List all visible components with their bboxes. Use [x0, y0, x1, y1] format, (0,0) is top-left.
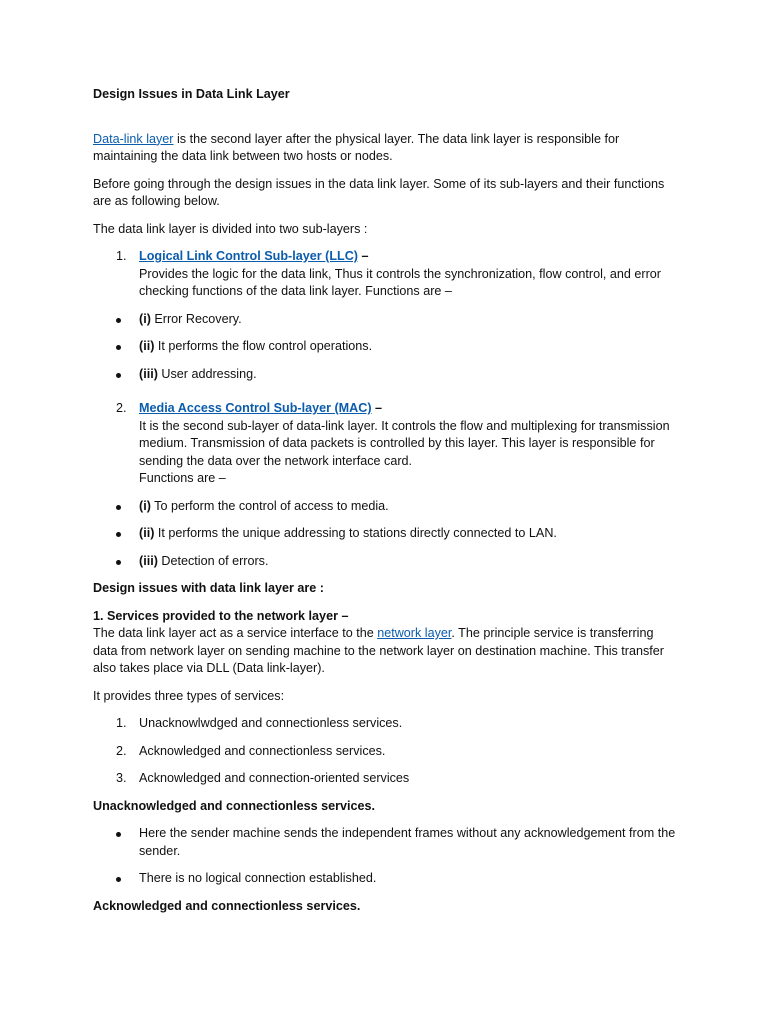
heading-dash: – — [358, 249, 369, 263]
services-paragraph — [93, 625, 678, 678]
bullet-icon — [116, 505, 121, 510]
bullet-text: There is no logical connection established. — [139, 871, 377, 885]
list-item — [93, 366, 678, 384]
bullet-icon — [116, 318, 121, 323]
intro-paragraph — [93, 131, 678, 166]
unack-bullets — [93, 825, 678, 888]
function-text: To perform the control of access to media. — [150, 498, 389, 513]
list-item — [93, 825, 678, 860]
sublayer-mac-functions-intro: Functions are – — [139, 471, 226, 485]
function-label: (i) — [139, 311, 151, 326]
function-label: (iii) — [139, 553, 158, 568]
list-item — [93, 498, 678, 516]
bullet-icon — [116, 345, 121, 350]
list-item — [93, 553, 678, 571]
mac-link[interactable]: Media Access Control Sub-layer (MAC) — [139, 401, 372, 415]
list-number: 2. — [116, 743, 127, 758]
services-text-before: The data link layer act as a service interface to the — [93, 626, 378, 640]
design-issues-heading: Design issues with data link layer are : — [93, 581, 324, 595]
sublayer-llc — [93, 248, 678, 301]
list-number: 2. — [116, 401, 127, 415]
page-title: Design Issues in Data Link Layer — [93, 87, 290, 101]
ack-heading: Acknowledged and connectionless services. — [93, 898, 361, 913]
unack-heading: Unacknowledged and connectionless services. — [93, 798, 376, 813]
services-heading: 1. Services provided to the network layer – — [93, 608, 349, 623]
sublayers-divided-text: The data link layer is divided into two sub-layers : — [93, 221, 368, 236]
function-text: It performs the unique addressing to stations directly connected to LAN. — [154, 526, 557, 540]
bullet-icon — [116, 560, 121, 565]
list-number: 1. — [116, 716, 127, 730]
function-text: It performs the flow control operations. — [154, 339, 373, 353]
function-text: Error Recovery. — [150, 311, 242, 326]
list-item — [93, 870, 678, 888]
bullet-icon — [116, 532, 121, 537]
sublayer-mac — [93, 400, 678, 488]
function-label: (iii) — [139, 366, 158, 381]
sublayer-mac-heading — [139, 400, 678, 418]
sublayer-llc-description: Provides the logic for the data link, Thus it controls the synchronization, flow control, and error checking functions of the data link layer. Functions are – — [139, 266, 661, 298]
service-type-text: Acknowledged and connectionless services. — [139, 743, 386, 758]
function-text: Detection of errors. — [157, 553, 269, 568]
data-link-layer-link[interactable]: Data-link layer — [93, 131, 174, 146]
service-type-text: Acknowledged and connection-oriented services — [139, 771, 410, 785]
list-item — [93, 743, 678, 761]
function-label: (i) — [139, 498, 151, 513]
bullet-text: Here the sender machine sends the independent frames without any acknowledgement from the sender. — [139, 826, 676, 858]
service-type-text: Unacknowlwdged and connectionless services. — [139, 716, 403, 730]
sublayers-intro-paragraph: Before going through the design issues in the data link layer. Some of its sub-layers and their functions are as following below. — [93, 176, 665, 208]
service-types-intro: It provides three types of services: — [93, 688, 285, 703]
llc-link[interactable]: Logical Link Control Sub-layer (LLC) — [139, 249, 358, 263]
list-number: 1. — [116, 249, 127, 263]
list-item — [93, 311, 678, 329]
function-text: User addressing. — [157, 366, 257, 381]
service-types-list — [93, 715, 678, 788]
list-item — [93, 715, 678, 733]
bullet-icon — [116, 877, 121, 882]
function-label: (ii) — [139, 339, 155, 353]
bullet-icon — [116, 832, 121, 837]
network-layer-link[interactable]: network layer — [377, 626, 452, 640]
list-item — [93, 770, 678, 788]
mac-functions-list — [93, 498, 678, 571]
intro-text: is the second layer after the physical layer. The data link layer is responsible for maintaining the data link between two hosts or nodes. — [93, 131, 620, 163]
sublayer-llc-heading — [139, 248, 678, 266]
list-item — [93, 338, 678, 356]
list-number: 3. — [116, 771, 127, 785]
list-item — [93, 525, 678, 543]
heading-dash: – — [371, 401, 383, 415]
document-page — [93, 86, 678, 915]
sublayer-mac-description: It is the second sub-layer of data-link layer. It controls the flow and multiplexing for transmission medium. Transmission of data packets is controlled by this layer. This layer is responsible for sending the data over the network interface card. — [139, 418, 670, 468]
bullet-icon — [116, 373, 121, 378]
services-text-after: . The principle service is transferring data from network layer on sending machine to the network layer on destination machine. This transfer also takes place via DLL (Data link-layer). — [93, 626, 664, 675]
llc-functions-list — [93, 311, 678, 384]
function-label: (ii) — [139, 526, 155, 540]
